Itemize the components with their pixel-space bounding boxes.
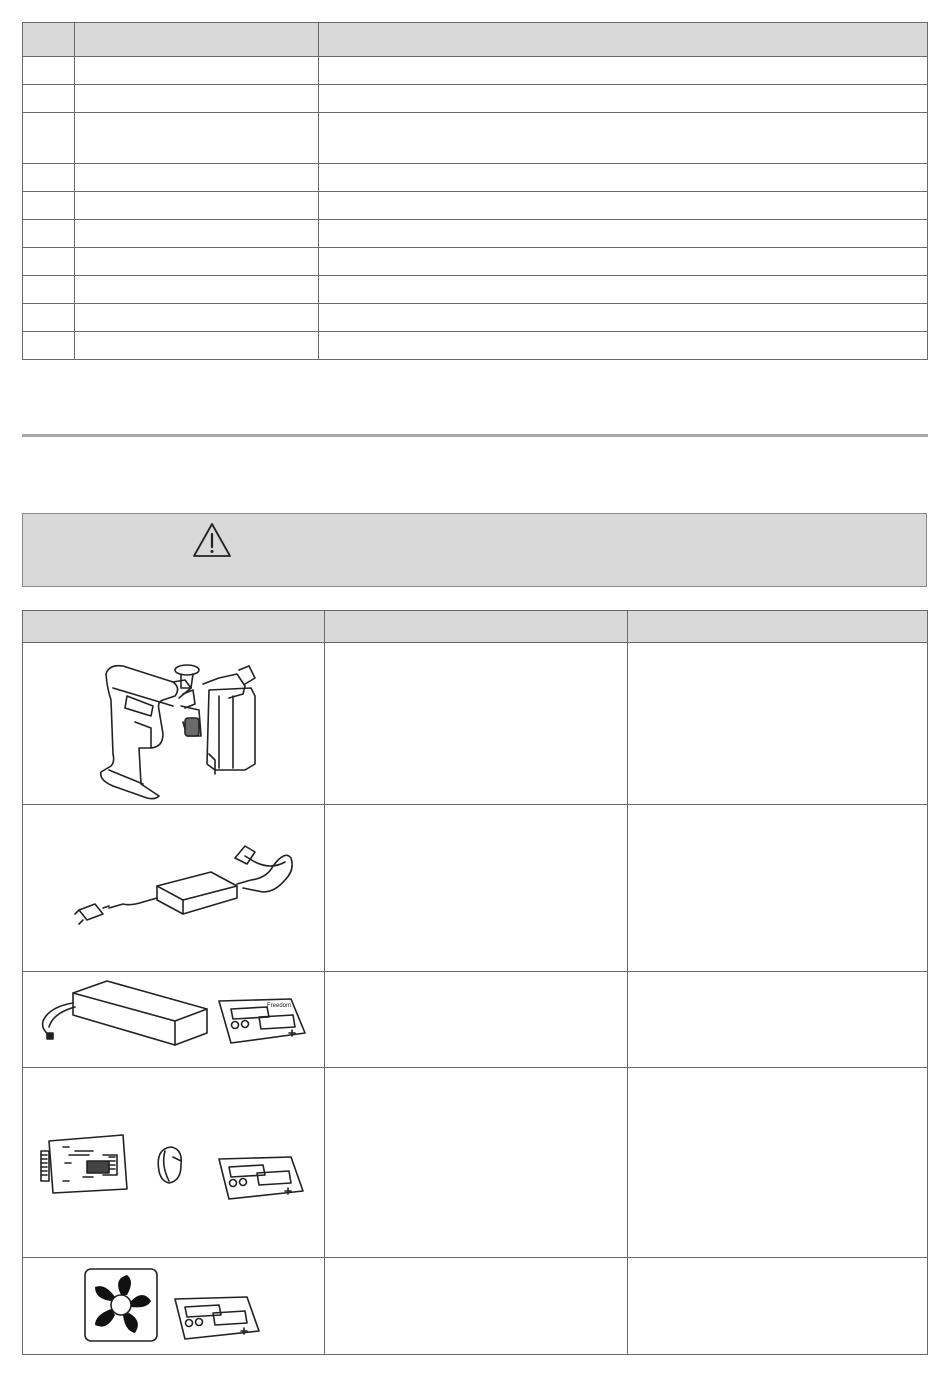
table-cell — [23, 248, 75, 276]
table-cell — [319, 276, 928, 304]
table-cell — [75, 192, 319, 220]
table-row — [23, 248, 928, 276]
table-cell — [75, 248, 319, 276]
table-cell — [319, 164, 928, 192]
warning-triangle-icon — [192, 522, 232, 558]
part-image-cell — [23, 1258, 325, 1355]
table-cell — [23, 276, 75, 304]
table-header-row — [23, 23, 928, 57]
table-row — [23, 57, 928, 85]
table-cell — [319, 192, 928, 220]
table-row — [23, 220, 928, 248]
table-row — [23, 304, 928, 332]
header-cell — [628, 611, 928, 643]
table-cell — [75, 332, 319, 360]
table-cell — [319, 113, 928, 164]
table-cell — [325, 643, 628, 805]
power-supply-adapter-illustration — [23, 806, 323, 971]
table-cell — [75, 57, 319, 85]
table-cell — [75, 113, 319, 164]
table-cell — [75, 276, 319, 304]
table-cell — [319, 304, 928, 332]
header-cell — [23, 611, 325, 643]
table-cell — [75, 85, 319, 113]
table-row — [23, 972, 928, 1068]
label-brand-text: Freedom — [267, 1002, 292, 1009]
table-row — [23, 1258, 928, 1355]
table-cell — [325, 1258, 628, 1355]
part-image-cell — [23, 1068, 325, 1258]
table-cell — [319, 220, 928, 248]
table-cell — [319, 57, 928, 85]
table-row — [23, 805, 928, 972]
table-row — [23, 164, 928, 192]
table-cell — [23, 304, 75, 332]
top-table — [22, 22, 928, 360]
table-row — [23, 1068, 928, 1258]
table-cell — [319, 85, 928, 113]
header-cell — [319, 23, 928, 57]
battery-pack-and-label-illustration — [23, 973, 323, 1067]
table-cell — [628, 1068, 928, 1258]
fan-and-label-illustration — [23, 1259, 323, 1354]
circuit-board-ferrite-and-label-illustration — [23, 1069, 323, 1257]
part-image-cell — [23, 805, 325, 972]
header-cell — [23, 23, 75, 57]
header-cell — [325, 611, 628, 643]
table-cell — [23, 192, 75, 220]
table-cell — [628, 805, 928, 972]
section-divider — [22, 434, 928, 437]
table-cell — [628, 1258, 928, 1355]
table-cell — [319, 248, 928, 276]
table-cell — [23, 57, 75, 85]
table-cell — [23, 164, 75, 192]
table-cell — [319, 332, 928, 360]
table-cell — [23, 85, 75, 113]
table-row — [23, 192, 928, 220]
part-image-cell — [23, 643, 325, 805]
header-cell — [75, 23, 319, 57]
table-cell — [23, 220, 75, 248]
table-row — [23, 85, 928, 113]
part-image-cell — [23, 972, 325, 1068]
table-row — [23, 332, 928, 360]
table-cell — [628, 972, 928, 1068]
table-cell — [325, 1068, 628, 1258]
table-cell — [325, 972, 628, 1068]
table-cell — [75, 164, 319, 192]
pole-mount-clamp-illustration — [23, 644, 323, 804]
table-header-row — [23, 611, 928, 643]
table-cell — [75, 220, 319, 248]
table-cell — [325, 805, 628, 972]
table-cell — [75, 304, 319, 332]
table-cell — [23, 113, 75, 164]
warning-box — [22, 513, 927, 587]
table-row — [23, 643, 928, 805]
table-cell — [628, 643, 928, 805]
table-row — [23, 276, 928, 304]
parts-table — [22, 610, 928, 1355]
table-row — [23, 113, 928, 164]
table-cell — [23, 332, 75, 360]
